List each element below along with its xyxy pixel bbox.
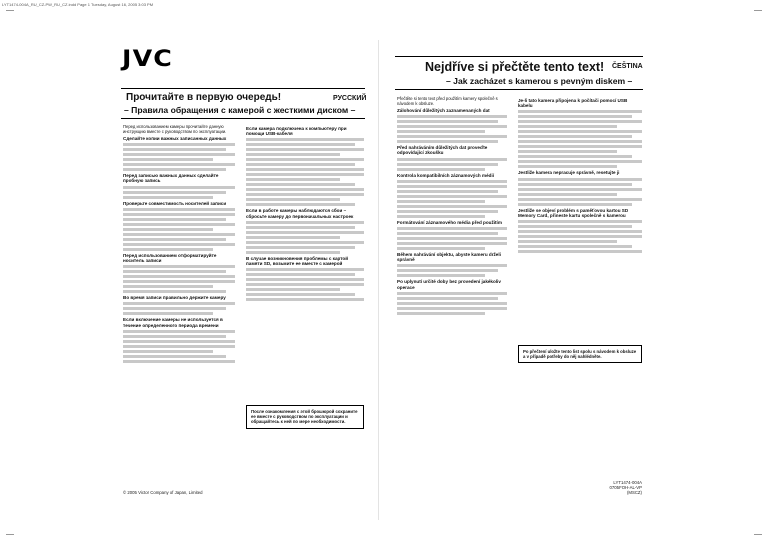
right-keep-note: Po přečtení uložte tento list spolu s návodem k obsluze a v případě potřeby do něj nahlédněte. xyxy=(518,345,642,363)
right-column-2 xyxy=(518,96,642,255)
right-column-1 xyxy=(397,96,507,317)
left-banner-bottom-rule xyxy=(121,118,365,119)
left-col1-heading: Сделайте копии важных записанных данных xyxy=(123,136,227,141)
crop-mark xyxy=(754,526,762,535)
left-col1-heading: Перед использованием отформатируйте носитель записи xyxy=(123,252,217,264)
left-col1-heading: Во время записи правильно держите камеру xyxy=(123,295,226,301)
left-col1-heading: Перед записью важных данных сделайте пробную запись xyxy=(123,173,219,184)
crop-mark xyxy=(6,526,14,535)
right-col1-heading: Po uplynutí určité doby bez provedení jakékoliv operace xyxy=(397,279,501,290)
right-col1-heading: Formátování záznamového média před použitím xyxy=(397,219,502,225)
page-divider xyxy=(378,40,379,520)
left-column-1 xyxy=(123,124,235,365)
document-id xyxy=(590,480,642,496)
crop-mark xyxy=(754,10,762,19)
left-col1-heading: Если включение камеры не используется в течение определенного периода времени xyxy=(123,317,223,328)
left-col1-heading: Проверьте совместимость носителей записи xyxy=(123,200,227,206)
left-keep-note: После ознакомления с этой брошюрой сохраните ее вместе с руководством по эксплуатации и обращайтесь к ней по мере необходимости. xyxy=(246,405,364,429)
right-col1-heading: Zálohování důležitých zaznamenaných dat xyxy=(397,108,490,113)
right-col2-heading: Jestliže kamera nepracuje správně, resetujte ji xyxy=(518,170,620,176)
right-col1-heading: Kontrola kompatibilních záznamových médií xyxy=(397,172,494,178)
right-banner-top-rule xyxy=(395,56,643,57)
left-intro: Перед использованием камеры прочитайте данную инструкцию вместе с руководством по эксплуатации. xyxy=(123,124,227,134)
left-col2-heading: Если камера подключена к компьютеру при помощи USB-кабеля xyxy=(246,126,347,137)
print-header: LYT1474-004A_RU_CZ-PW_RU_CZ.indd Page 1 Tuesday, August 16, 2005 3:03 PM xyxy=(2,2,154,7)
left-subtitle: – Правила обращения с камерой с жесткими диском – xyxy=(124,105,356,115)
left-language: РУССКИЙ xyxy=(333,95,367,102)
crop-mark xyxy=(6,10,14,19)
right-subtitle: – Jak zacházet s kamerou s pevným diskem – xyxy=(446,76,633,86)
right-col1-heading: Před nahráváním důležitých dat proveďte odpovídající zkoušku xyxy=(397,145,488,156)
right-col1-heading: Během nahrávání objektu, abyste kameru drželi správně xyxy=(397,252,501,263)
right-language: ČEŠTINA xyxy=(612,63,643,70)
right-intro: Přečtěte si tento text před použitím kamery společně s návodem k obsluze. xyxy=(397,96,498,106)
copyright: © 2005 Victor Company of Japan, Limited xyxy=(123,490,203,495)
left-column-2 xyxy=(246,124,364,303)
document-region: (MSCZ) xyxy=(626,490,642,496)
right-banner-bottom-rule xyxy=(395,89,643,90)
right-col2-heading: Jestliže se objeví problém s paměťovou kartou SD Memory Card, přineste kartu společně s kamerou xyxy=(518,207,629,218)
left-banner-top-rule xyxy=(121,88,365,89)
right-title: Nejdříve si přečtěte tento text! xyxy=(425,60,605,74)
jvc-logo: JVC xyxy=(122,47,174,72)
left-col2-heading: Если в работе камеры наблюдаются сбои – сбросьте камеру до первоначальных настроек xyxy=(246,208,354,219)
right-col2-heading: Je-li tato kamera připojena k počítači pomocí USB kabelu xyxy=(518,98,628,109)
document-print-code: 0705FOH-AL-VP xyxy=(609,485,642,491)
left-title: Прочитайте в первую очередь! xyxy=(126,92,282,103)
document-code: LYT1474-004A xyxy=(613,480,642,485)
left-col2-heading: В случае возникновения проблемы с картой памяти SD, возьмите ее вместе с камерой xyxy=(246,255,349,267)
